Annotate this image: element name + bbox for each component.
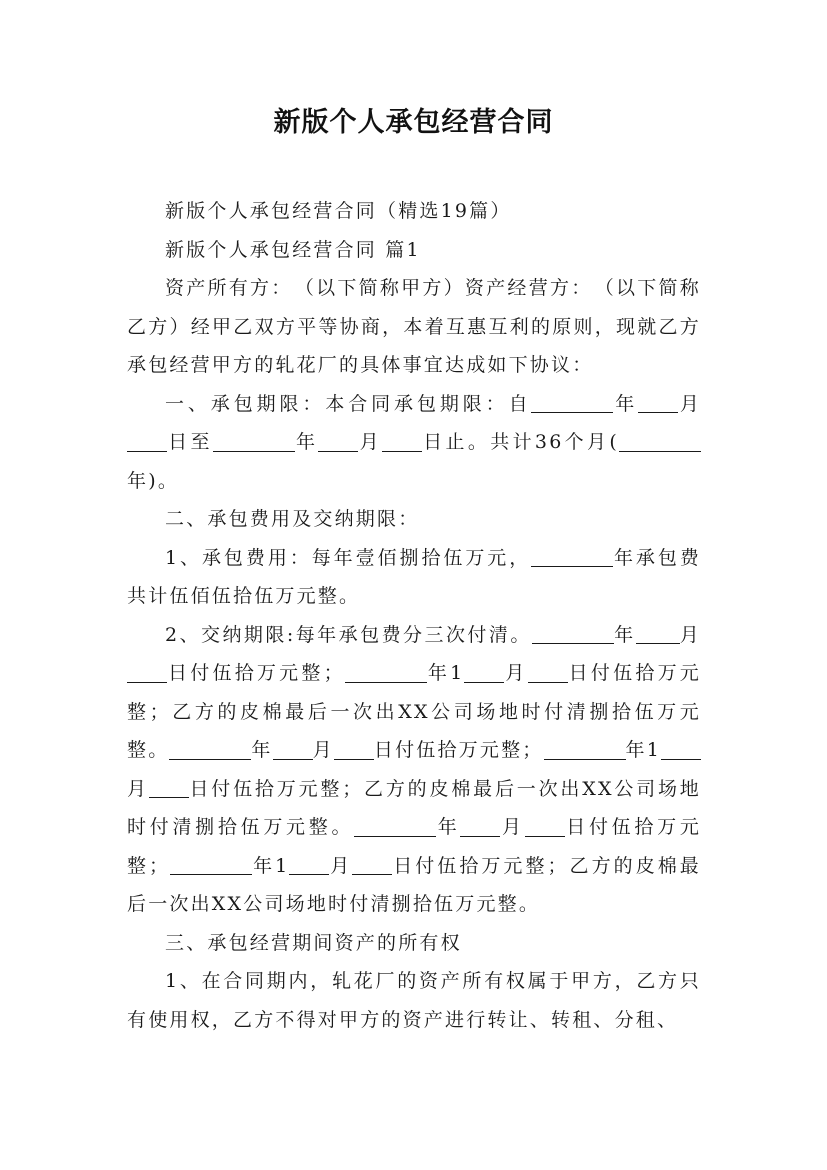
blank-field[interactable] xyxy=(354,816,436,837)
blank-field[interactable] xyxy=(528,662,568,683)
operator-note: （以下简称乙方）经甲乙双方平等协商，本着互惠互利的原则，现就乙方承包经营甲方的轧花厂的具体事宜达成如下协议： xyxy=(127,277,701,376)
payment-text: 日付伍拾万元整； xyxy=(167,662,345,684)
blank-field[interactable] xyxy=(638,392,678,413)
blank-field[interactable] xyxy=(464,662,504,683)
payment-text: 日付伍拾万元整； xyxy=(373,739,544,761)
blank-field[interactable] xyxy=(273,739,313,760)
month-label: 月 xyxy=(329,854,353,877)
payment-text: 日付伍拾万元整；乙方的皮棉最后一次出XX公司场地时付清捌拾伍万元整。 xyxy=(127,777,701,838)
blank-field[interactable] xyxy=(289,854,329,875)
blank-field[interactable] xyxy=(352,854,392,875)
month-label: 月 xyxy=(358,431,382,453)
blank-field[interactable] xyxy=(661,739,701,760)
fee-total-text: 年承包费共计伍佰伍拾伍万元整。 xyxy=(127,546,701,607)
clause-1-term xyxy=(127,385,701,501)
year-label: 年1 xyxy=(625,739,661,761)
blank-field[interactable] xyxy=(544,739,626,760)
owner-note: （以下简称甲方）资产经营方： xyxy=(304,277,583,299)
year-label: 年 xyxy=(613,623,636,646)
clause-3-item-1: 1、在合同期内，轧花厂的资产所有权属于甲方，乙方只有使用权，乙方不得对甲方的资产进行转让、转租、分租、 xyxy=(127,970,701,1031)
payment-text: 日付伍拾万元整； xyxy=(127,816,702,877)
month-label: 月 xyxy=(678,392,702,415)
blank-field[interactable] xyxy=(149,777,189,798)
year-label: 年 xyxy=(436,816,461,838)
blank-field[interactable] xyxy=(531,546,613,567)
blank-field[interactable] xyxy=(460,816,500,837)
blank-field[interactable] xyxy=(334,739,374,760)
document-title: 新版个人承包经营合同 xyxy=(273,107,554,138)
day-to-label: 日至 xyxy=(167,431,213,453)
payment-head: 2、交纳期限:每年承包费分三次付清。 xyxy=(165,623,532,646)
section-heading: 新版个人承包经营合同 篇1 xyxy=(165,238,421,261)
clause-3-head: 三、承包经营期间资产的所有权 xyxy=(165,931,462,954)
blank-field[interactable] xyxy=(345,662,427,683)
year-label: 年1 xyxy=(426,662,465,684)
owner-label: 资产所有方： xyxy=(165,277,284,299)
blank-field[interactable] xyxy=(169,739,251,760)
year-label: 年 xyxy=(294,431,319,453)
year-close-label: 年)。 xyxy=(127,469,180,492)
blank-field[interactable] xyxy=(531,392,613,413)
document-body xyxy=(127,192,701,1039)
blank-field[interactable] xyxy=(170,854,252,875)
payment-text: 日付伍拾万元整；乙方的皮棉最后一次出XX公司场地时付清捌拾伍万元整。 xyxy=(127,662,702,761)
payment-text: 日付伍拾万元整；乙方的皮棉最后一次出XX公司场地时付清捌拾伍万元整。 xyxy=(127,854,701,915)
year-label: 年 xyxy=(251,739,273,761)
fee-text: 1、承包费用：每年壹佰捌拾伍万元， xyxy=(165,546,532,569)
blank-field[interactable] xyxy=(382,431,422,452)
month-label: 月 xyxy=(127,777,149,800)
month-label: 月 xyxy=(504,662,528,684)
blank-field[interactable] xyxy=(318,431,358,452)
blank-field[interactable] xyxy=(213,431,295,452)
blank-field[interactable] xyxy=(127,662,167,683)
year-label: 年 xyxy=(613,392,639,415)
clause-2-head: 二、承包费用及交纳期限： xyxy=(165,508,420,530)
subtitle: 新版个人承包经营合同（精选19篇） xyxy=(165,200,512,222)
clause-2-payment xyxy=(127,616,701,924)
intro-paragraph xyxy=(127,269,701,385)
clause-2-fee xyxy=(127,539,701,616)
month-label: 月 xyxy=(312,739,334,761)
month-label: 月 xyxy=(500,816,525,838)
blank-field[interactable] xyxy=(619,431,701,452)
blank-field[interactable] xyxy=(636,623,680,644)
blank-field[interactable] xyxy=(525,816,565,837)
year-label: 年1 xyxy=(252,854,290,877)
blank-field[interactable] xyxy=(532,623,614,644)
clause-1-head: 一、承包期限：本合同承包期限：自 xyxy=(165,392,532,415)
blank-field[interactable] xyxy=(127,431,167,452)
day-end-label: 日止。共计36个月( xyxy=(421,431,620,453)
month-label: 月 xyxy=(679,623,702,646)
